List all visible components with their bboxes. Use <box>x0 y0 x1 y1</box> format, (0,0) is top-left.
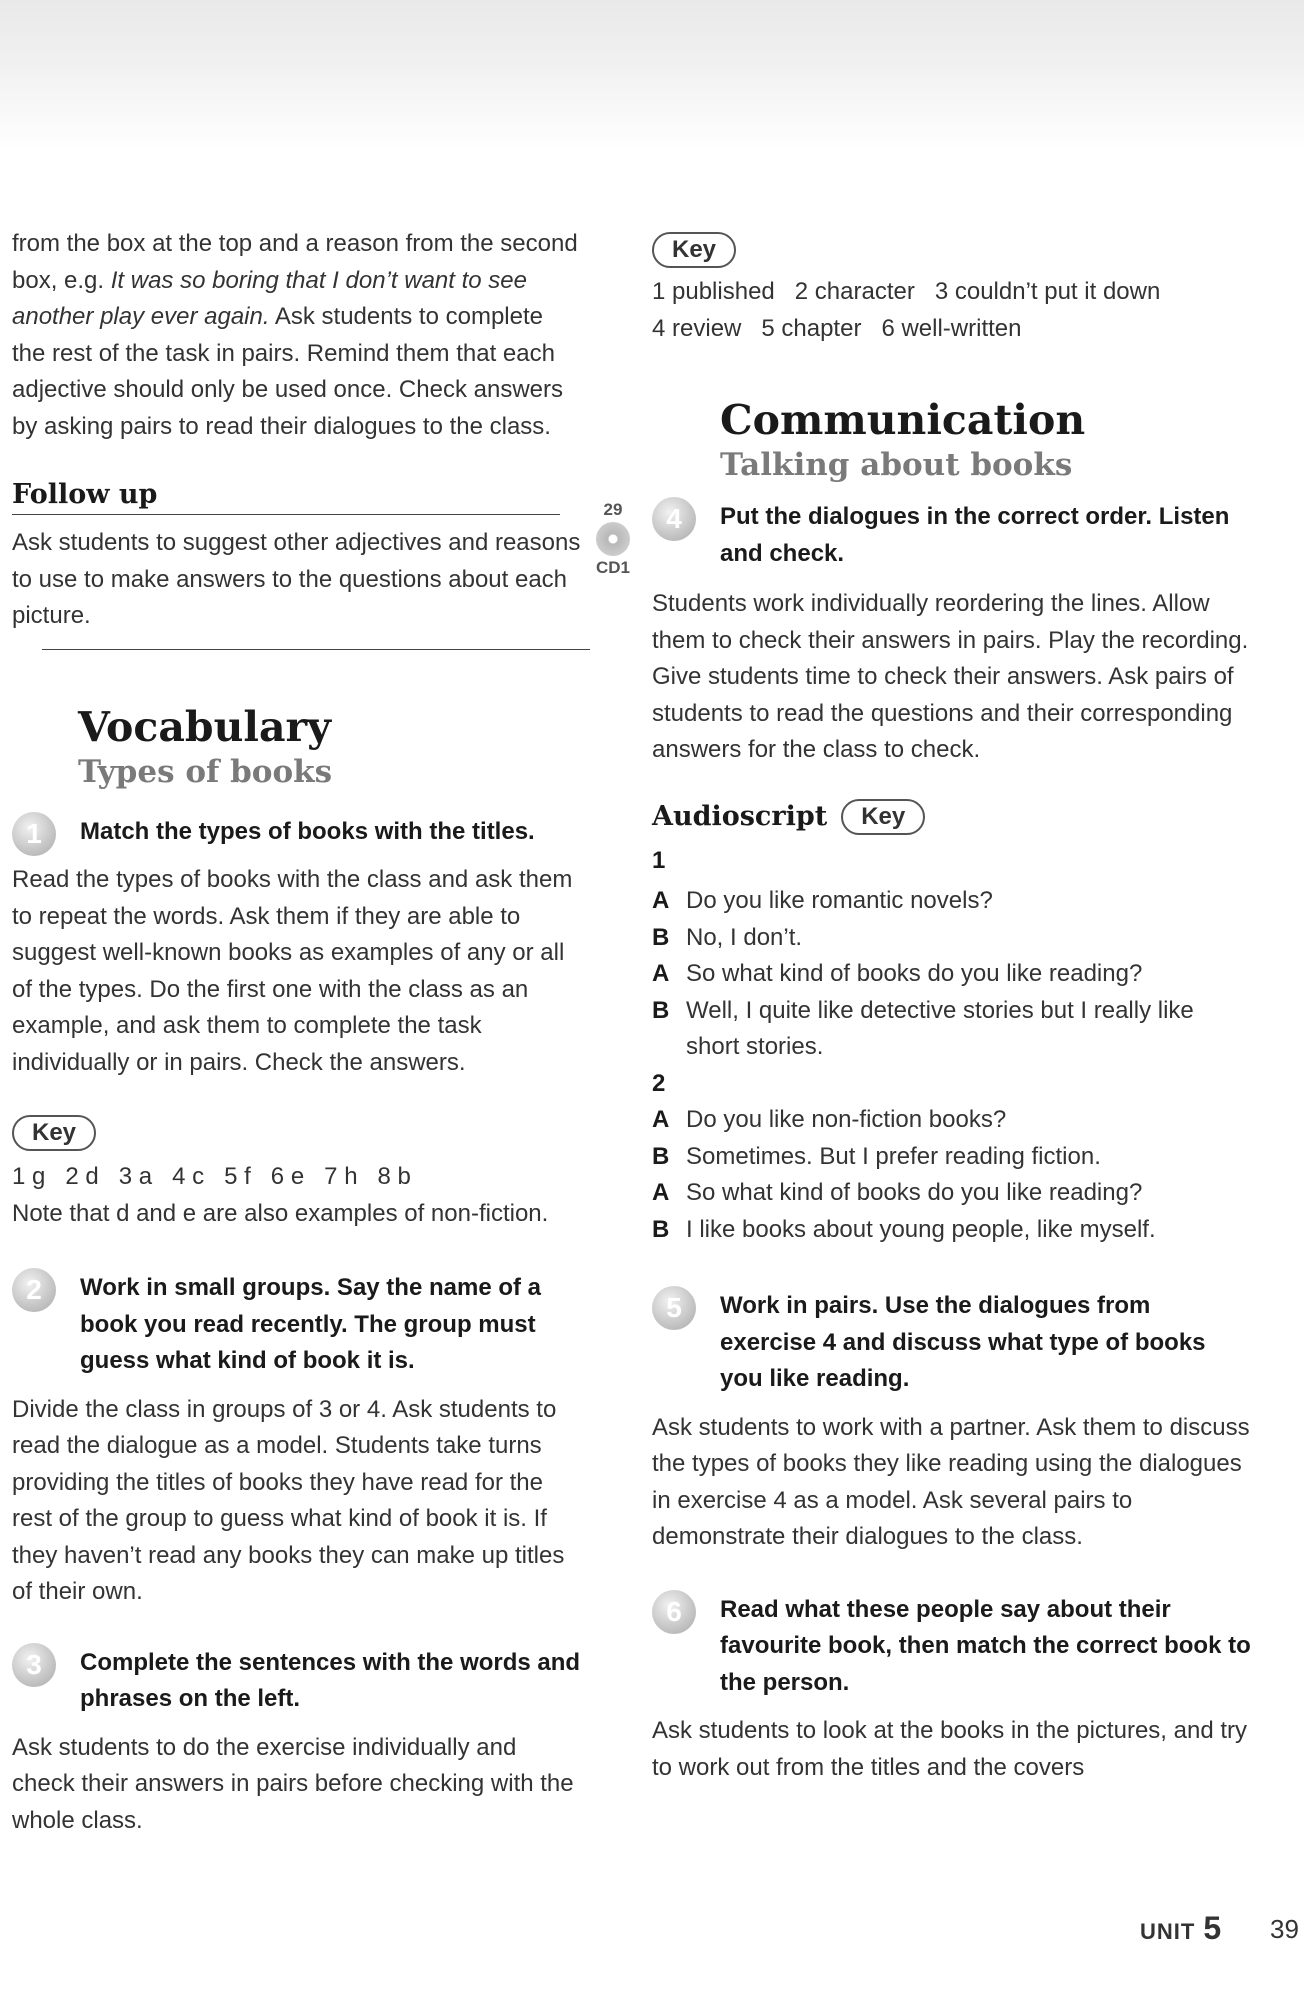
exercise-2 <box>12 1270 582 1380</box>
dialogue-line <box>652 956 1252 993</box>
dialogue-1 <box>652 883 1252 1066</box>
exercise-number-badge: 4 <box>652 497 696 541</box>
key-1-note: Note that d and e are also examples of non-fiction. <box>12 1199 549 1227</box>
dialogue-line <box>652 1212 1252 1249</box>
right-column <box>652 226 1252 1786</box>
follow-up-section <box>12 479 582 650</box>
dialogue-2 <box>652 1102 1252 1248</box>
line-text: So what kind of books do you like reading? <box>686 960 1143 987</box>
speaker: B <box>652 996 670 1024</box>
exercise-6 <box>652 1592 1252 1702</box>
line-text: No, I don’t. <box>686 923 803 951</box>
follow-up-title: Follow up <box>12 479 158 510</box>
cd-disc-icon <box>596 522 630 556</box>
key-top-line-1: 1 published 2 character 3 couldn’t put it down <box>652 278 1161 305</box>
communication-title: Communication <box>720 396 1086 444</box>
dialogue-1-number: 1 <box>652 846 666 874</box>
dialogue-line <box>652 1102 1252 1139</box>
unit-label: UNIT <box>1140 1919 1196 1944</box>
cd-track-badge <box>588 500 638 578</box>
key-label: Key <box>652 232 736 268</box>
speaker: B <box>652 1215 670 1243</box>
exercise-6-instruction: Read what these people say about their favourite book, then match the correct book to the person. <box>720 1595 1251 1696</box>
speaker: A <box>652 887 670 914</box>
exercise-number-badge: 5 <box>652 1286 696 1330</box>
intro-paragraph <box>12 226 582 445</box>
intro-example-italic: It was so boring that I don’t want to see another play ever again. <box>12 266 527 330</box>
exercise-number-badge: 6 <box>652 1590 696 1634</box>
exercise-number-badge: 3 <box>12 1643 56 1687</box>
exercise-3-instruction: Complete the sentences with the words and phrases on the left. <box>80 1648 581 1712</box>
exercise-1-instruction: Match the types of books with the titles. <box>80 817 535 845</box>
audioscript-heading <box>652 799 1252 835</box>
exercise-number-badge: 2 <box>12 1268 56 1312</box>
speaker: A <box>652 1179 670 1206</box>
exercise-4-text: Students work individually reordering the lines. Allow them to check their answers in pairs. Play the recording. Give students time to check their answers. Ask pairs of students to read the questions and their corresponding answers for the class to check. <box>652 590 1249 763</box>
vocabulary-subtitle: Types of books <box>78 753 333 790</box>
follow-up-bottom-rule <box>42 649 590 650</box>
exercise-3 <box>12 1645 582 1718</box>
exercise-4-instruction: Put the dialogues in the correct order. Listen and check. <box>720 503 1230 567</box>
exercise-1-text: Read the types of books with the class and ask them to repeat the words. Ask them if they are able to suggest well-known books as examples of any or all of the types. Do the first one with the class as an example, and ask them to complete the task individually or in pairs. Check the answers. <box>12 866 573 1076</box>
page-footer <box>1140 1910 1299 1947</box>
exercise-2-instruction: Work in small groups. Say the name of a book you read recently. The group must guess what kind of book it is. <box>80 1274 542 1374</box>
follow-up-rule <box>12 514 560 515</box>
key-top <box>652 232 1252 347</box>
exercise-2-text: Divide the class in groups of 3 or 4. Ask students to read the dialogue as a model. Students take turns providing the titles of books they have read for the rest of the group to guess what kind of book it is. If they haven’t read any books they can make up titles of their own. <box>12 1395 565 1605</box>
speaker: A <box>652 960 670 987</box>
speaker: B <box>652 1142 670 1170</box>
key-1-answers: 1 g 2 d 3 a 4 c 5 f 6 e 7 h 8 b <box>12 1163 411 1190</box>
page-number: 39 <box>1270 1914 1299 1944</box>
key-label: Key <box>12 1115 96 1151</box>
speaker: A <box>652 1106 670 1133</box>
line-text: I like books about young people, like myself. <box>686 1215 1156 1243</box>
cd-disc-label: CD1 <box>595 558 630 577</box>
exercise-number-badge: 1 <box>12 812 56 856</box>
key-top-line-2: 4 review 5 chapter 6 well-written <box>652 314 1022 342</box>
left-column <box>12 226 582 1839</box>
dialogue-line <box>652 993 1252 1066</box>
line-text: Sometimes. But I prefer reading fiction. <box>686 1142 1101 1170</box>
speaker: B <box>652 923 670 951</box>
dialogue-line <box>652 1175 1252 1212</box>
intro-text-a: from the box at the top and a reason from the second box, e.g. <box>12 230 578 294</box>
exercise-6-text: Ask students to look at the books in the pictures, and try to work out from the titles and the covers <box>652 1717 1247 1781</box>
unit-number: 5 <box>1203 1910 1222 1946</box>
dialogue-line <box>652 920 1252 957</box>
line-text: Well, I quite like detective stories but I really like short stories. <box>686 996 1194 1060</box>
audioscript-dialogues <box>652 843 1252 1249</box>
follow-up-text: Ask students to suggest other adjectives and reasons to use to make answers to the questions about each picture. <box>12 529 581 629</box>
vocabulary-heading <box>12 702 582 792</box>
cd-track-number: 29 <box>603 500 623 519</box>
exercise-1 <box>12 814 582 851</box>
key-label: Key <box>841 799 925 835</box>
dialogue-line <box>652 1139 1252 1176</box>
dialogue-line <box>652 883 1252 920</box>
line-text: Do you like romantic novels? <box>686 887 993 914</box>
exercise-5 <box>652 1288 1252 1398</box>
line-text: So what kind of books do you like reading? <box>686 1179 1143 1206</box>
scan-shadow <box>0 0 1304 150</box>
exercise-5-instruction: Work in pairs. Use the dialogues from exercise 4 and discuss what type of books you like reading. <box>720 1292 1206 1392</box>
vocabulary-title: Vocabulary <box>78 702 331 751</box>
exercise-5-text: Ask students to work with a partner. Ask them to discuss the types of books they like reading using the dialogues in exercise 4 as a model. Ask several pairs to demonstrate their dialogues to the class. <box>652 1413 1250 1550</box>
key-1 <box>12 1115 582 1232</box>
intro-text-b: Ask students to complete the rest of the task in pairs. Remind them that each adjective should only be used once. Check answers by asking pairs to read their dialogues to the class. <box>12 303 563 440</box>
communication-subtitle: Talking about books <box>720 447 1073 483</box>
exercise-4 <box>652 499 1252 572</box>
dialogue-2-number: 2 <box>652 1069 666 1097</box>
line-text: Do you like non-fiction books? <box>686 1106 1007 1133</box>
communication-heading <box>652 395 1252 485</box>
exercise-3-text: Ask students to do the exercise individually and check their answers in pairs before checking with the whole class. <box>12 1733 574 1834</box>
audioscript-title: Audioscript <box>652 801 828 832</box>
